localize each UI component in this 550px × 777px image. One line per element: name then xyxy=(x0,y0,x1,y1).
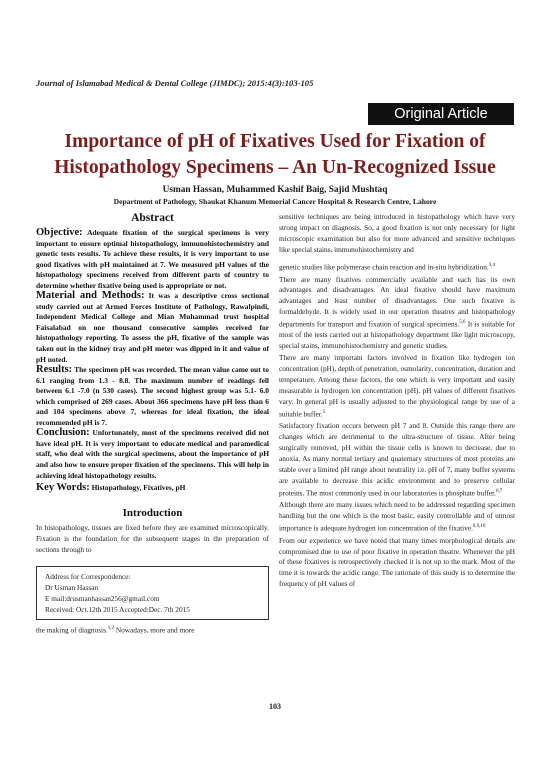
body-paragraph-4 xyxy=(279,353,515,419)
citation-ref: 3,4 xyxy=(488,262,495,268)
methods-label: Material and Methods: xyxy=(36,290,145,302)
abstract-objective xyxy=(36,228,269,291)
page-number: 103 xyxy=(269,702,281,711)
conclusion-label: Conclusion: xyxy=(36,427,90,439)
body-paragraph-6 xyxy=(279,500,515,534)
article-type-badge: Original Article xyxy=(368,103,514,125)
keywords-text: Histopathology, Fixatives, pH xyxy=(91,483,186,493)
objective-text: Adequate fixation of the surgical specimens is very important to ensure optimal histopathology, immunohistochemistry and genetic tests results. To achieve these results, it is very important to use good fixatives with pH maintained at 7. We measured pH values of the histopathology specimens received from different parts of country to determine whether fixative being used is appropriate or not. xyxy=(36,228,269,290)
abstract-conclusion xyxy=(36,428,269,481)
objective-label: Objective: xyxy=(36,227,83,238)
right-column xyxy=(279,212,515,591)
citation-ref: 5 xyxy=(322,409,326,415)
body-paragraph-3 xyxy=(279,275,515,352)
journal-citation: Journal of Islamabad Medical & Dental College (JIMDC); 2015:4(3):103-105 xyxy=(36,78,314,88)
citation-ref: 6,7 xyxy=(495,488,503,494)
abstract-methods xyxy=(36,291,269,365)
methods-text: It was a descriptive cross sectional study carried out at Armed Forces Institute of Pathology, Rawalpindi, Independent Medical College and Mian Muhammad trust hospital Faisalabad on one thousand consecutive samples received for histopathology reporting. To assess the pH, fixative of the sample was taken out in the kidney tray and pH meter was dipped in it and value of pH noted. xyxy=(36,291,269,364)
body-paragraph-1: sensitive techniques are being introduced in histopathology which have very strong impact on diagnosis. So, a good fixation is not only necessary for light microscopic examination but also for more advanced and sensitive techniques like special stains, immunohistochemistry and xyxy=(279,212,515,254)
introduction-paragraph: In histopathology, tissues are fixed before they are examined microscopically. Fixation is the foundation for the subsequent stages in the preparation of sections through to xyxy=(36,523,269,554)
introduction-heading: Introduction xyxy=(122,507,183,520)
results-text: The specimen pH was recorded. The mean value came out to 6.1 ranging from 1.3 - 8.8. The maximum number of readings fell between 6.1 -7.0 (n 530 cases). The second highest group was 5.1- 6.0 which comprised of 269 cases. About 366 specimens have pH less than 6 and 104 specimens above 7, whereas for ideal fixation, the ideal recommended pH is 7. xyxy=(36,365,269,427)
paragraph-tail: It is suitable for most of the tests carried out at histopathology department like light microscopy, special stains, immunohistochemistry and genetic studies. xyxy=(279,319,516,351)
citation-ref: 5,6 xyxy=(459,320,466,326)
received-accepted-dates: Received: Oct.12th 2015 Accepted:Dec. 7th 2015 xyxy=(45,604,190,614)
correspondence-box xyxy=(36,566,269,620)
abstract-results xyxy=(36,365,269,428)
paragraph-text: There are many important factors involved in fixation like hydrogen ion concentration (pH), depth of penetration, osmolarity, concentration, duration and temperature. Among these factors, the one which is very important and easily measurable is hydrogen ion concentration (pH). pH values of different fixatives vary. In general pH is usually adjusted to the physiological range by use of a suitable buffer. xyxy=(279,353,515,419)
introduction-continuation xyxy=(36,624,269,635)
paragraph-text: genetic studies like polymerase chain reaction and in-situ hybridization. xyxy=(279,262,489,272)
correspondence-label: Address for Correspondence: xyxy=(45,571,131,581)
correspondence-email: E mail:drusmanhassan256@gmail.com xyxy=(45,593,160,603)
body-paragraph-5 xyxy=(279,421,515,498)
conclusion-text: Unfortunately, most of the specimens received did not have ideal pH. It is very important to educate medical and paramedical staff, who deal with the surgical specimens, about the importance of pH and also how to ensure proper fixation of the specimens. This will help in achieving ideal histopathology results. xyxy=(36,428,269,480)
paragraph-text: There are many fixatives commercially available and each has its own advantages and disadvantages. An ideal fixative should have maximum advantages and least number of disadvantages. One such fixative is formaldehyde. It is widely used in our operation theatres and histopathology departments for transport and fixation of surgical specimens. xyxy=(279,274,515,329)
affiliation: Department of Pathology, Shaukat Khanum Memorial Cancer Hospital & Research Centre, Lahore xyxy=(113,197,437,206)
continuation-text: the making of diagnosis. xyxy=(36,625,108,635)
paragraph-text: Although there are many issues which need to be addressed regarding specimen handling but the one which is the most basic, easily controllable and of utmost importance is adequate hydrogen ion concentration of the fixative. xyxy=(279,500,515,533)
results-label: Results: xyxy=(36,364,73,376)
keywords xyxy=(36,482,269,493)
abstract-section xyxy=(36,212,269,493)
continuation-tail: Nowadays, more and more xyxy=(114,625,195,635)
citation-ref: 1,2 xyxy=(107,625,114,631)
correspondence-name: Dr Usman Hassan xyxy=(45,582,99,592)
introduction-body xyxy=(36,523,269,556)
abstract-heading: Abstract xyxy=(131,212,174,224)
body-paragraph-7: From our experience we have noted that many times morphological details are compromised due to use of poor fixative in operation theatre. Whenever the pH of these fixatives is retrospectively checked it is not up to the mark. Most of the time it is towards the acidic range. The rationale of this study is to determine the frequency of pH values of xyxy=(279,535,515,589)
left-column xyxy=(36,212,269,635)
body-paragraph-2 xyxy=(279,261,515,273)
authors: Usman Hassan, Muhammed Kashif Baig, Sajid Mushtaq xyxy=(162,185,388,195)
keywords-label: Key Words: xyxy=(36,482,90,494)
paragraph-text: Satisfactory fixation occurs between pH 7 and 8. Outside this range there are changes which are detrimental to the ultra-structure of tissue. After being surgically removed, pH within the tissue cells is known to decrease, due to anoxia. As many normal tertiary and quaternary structures of most proteins are stable over a limited pH range about neutrality i.e. pH of 7, many buffer systems are available to decrease this acidic environment and to preserve cellular proteins. The most commonly used in our laboratories is phosphate buffer. xyxy=(279,421,515,497)
citation-ref: 8,9,10 xyxy=(472,523,486,529)
article-title: Importance of pH of Fixatives Used for Fixation of Histopathology Specimens – An Un-Recognized Issue xyxy=(54,131,496,178)
